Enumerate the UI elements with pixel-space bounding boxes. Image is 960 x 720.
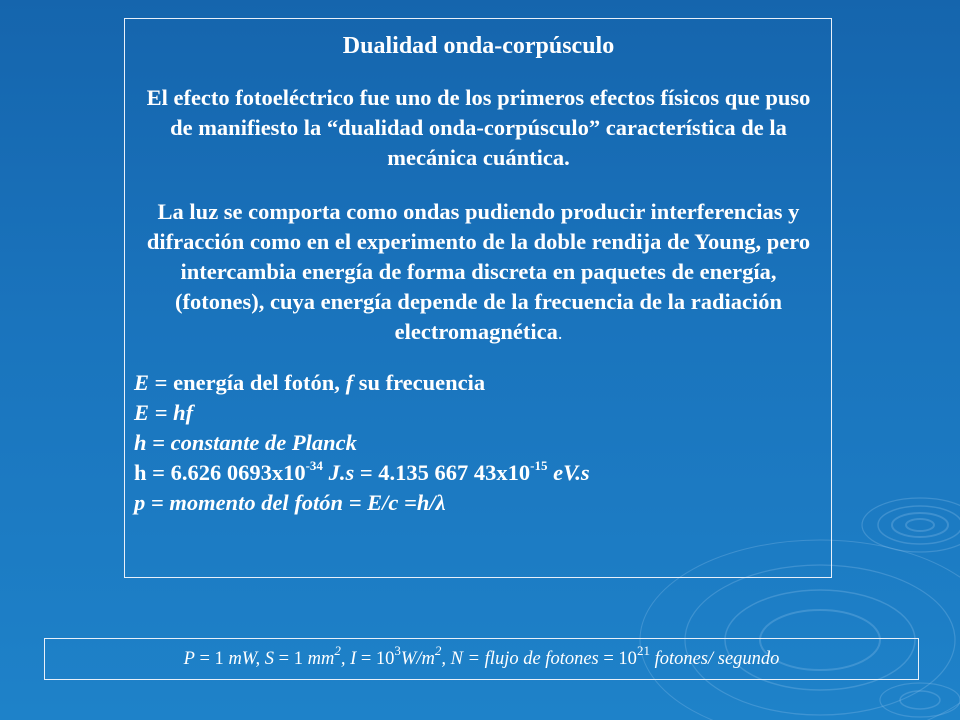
var-e: E: [134, 370, 150, 395]
planck-value-evs: = 4.135 667 43x10: [354, 460, 531, 485]
unit-evs: eV.s: [547, 460, 590, 485]
paragraph-photoelectric: [134, 83, 823, 173]
planck-exponent-js: -34: [305, 457, 323, 473]
paragraph-light-period: .: [557, 323, 563, 343]
footer-n-text: , N = flujo de fotones: [441, 649, 599, 669]
footer-p-unit: mW, S: [228, 649, 275, 669]
unit-js: J.s: [322, 460, 355, 485]
main-content-box: [124, 18, 832, 578]
footer-i-unit-exp: 2: [434, 642, 442, 658]
formula-planck-value: [134, 458, 823, 488]
footer-n-val: = 10: [598, 649, 637, 669]
paragraph-light-text: La luz se comporta como ondas pudiendo producir interferencias y difracción como en el experimento de la doble rendija de Young, pero intercambia energía de forma discreta en paquetes de energía, (fotones), cuya energía depende de la frecuencia de la radiación electromagnética: [146, 199, 811, 344]
footer-n-exp: 21: [636, 642, 650, 658]
formula-list: [134, 368, 823, 518]
frequency-text: su frecuencia: [353, 370, 486, 395]
footer-s-unit: mm: [307, 649, 335, 669]
planck-exponent-evs: -15: [530, 457, 548, 473]
footer-s-exp: 2: [334, 642, 341, 658]
footer-i-val: = 10: [356, 649, 395, 669]
formula-photon-momentum: p = momento del fotón = E/c =h/λ: [134, 490, 446, 515]
footer-s-val: = 1: [274, 649, 308, 669]
formula-energy-definition: [134, 368, 823, 398]
footer-p-var: P: [183, 649, 195, 669]
planck-value-js: h = 6.626 0693x10: [134, 460, 306, 485]
formula-planck-constant: h = constante de Planck: [134, 430, 357, 455]
footer-n-unit: fotones/ segundo: [649, 649, 780, 669]
footer-p-val: = 1: [194, 649, 229, 669]
paragraph-photoelectric-text: El efecto fotoeléctrico fue uno de los primeros efectos físicos que puso de manifiesto la “dualidad onda-corpúsculo” característica de la mecánica cuántica.: [146, 85, 811, 170]
footer-i-pre: , I: [340, 649, 357, 669]
footer-i-unit: W/m: [400, 649, 435, 669]
energy-definition-text: = energía del fotón,: [149, 370, 346, 395]
paragraph-light-behaviour: [134, 197, 823, 348]
footer-i-exp: 3: [394, 642, 401, 658]
slide-title: Dualidad onda-corpúsculo: [342, 33, 615, 59]
var-f: f: [345, 370, 354, 395]
footer-box: [44, 638, 919, 680]
formula-e-equals-hf: E = hf: [134, 400, 194, 425]
